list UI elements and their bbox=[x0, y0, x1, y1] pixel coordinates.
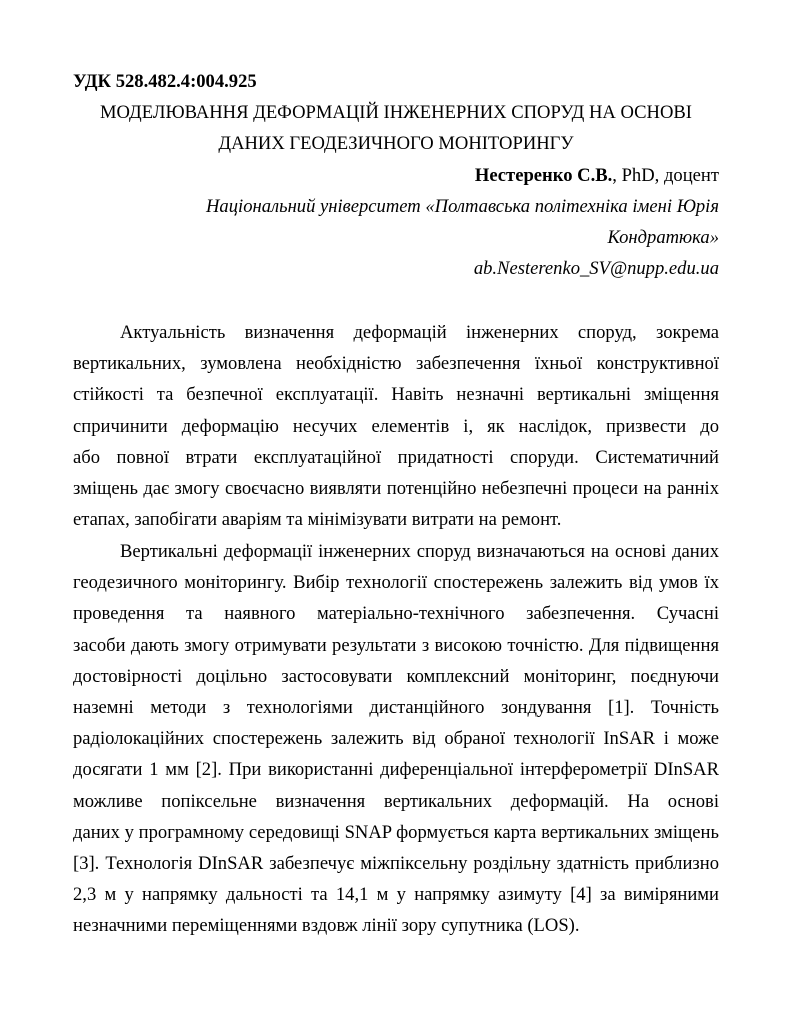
text-line: етапах, запобігати аваріям та мінімізувати витрати на ремонт. bbox=[73, 509, 562, 531]
text-line: наземні методи з технологіями дистанційного зондування [1]. Точність bbox=[73, 696, 719, 718]
text-line: даних у програмному середовищі SNAP формується карта вертикальних зміщень bbox=[73, 821, 719, 843]
author-email: ab.Nesterenko_SV@nupp.edu.ua bbox=[473, 258, 719, 280]
author-credentials: , PhD, доцент bbox=[612, 164, 719, 186]
text-line: вертикальних, зумовлена необхідністю забезпечення їхньої конструктивної bbox=[73, 353, 719, 375]
udc-code: УДК 528.482.4:004.925 bbox=[73, 71, 257, 92]
text-line: Актуальність визначення деформацій інженерних споруд, зокрема bbox=[120, 322, 719, 343]
text-line: [3]. Технологія DInSAR забезпечує міжпіксельну роздільну здатність приблизно bbox=[73, 852, 719, 874]
title-line-2: ДАНИХ ГЕОДЕЗИЧНОГО МОНІТОРИНГУ bbox=[218, 133, 574, 155]
text-line: досягати 1 мм [2]. При використанні диференціальної інтерферометрії DInSAR bbox=[73, 759, 719, 781]
author-name: Нестеренко С.В. bbox=[474, 164, 613, 186]
text-line: незначними переміщеннями вздовж лінії зору супутника (LOS). bbox=[73, 915, 580, 937]
text-line: достовірності доцільно застосовувати комплексний моніторинг, поєднуючи bbox=[73, 665, 719, 687]
text-line: засоби дають змогу отримувати результати з високою точністю. Для підвищення bbox=[73, 634, 719, 656]
text-line: геодезичного моніторингу. Вибір технології спостережень залежить від умов їх bbox=[73, 572, 719, 594]
text-line: 2,3 м у напрямку дальності та 14,1 м у напрямку азимуту [4] за виміряними bbox=[73, 884, 719, 906]
text-line: або повної втрати експлуатаційної придатності споруди. Систематичний bbox=[73, 446, 719, 468]
text-line: проведення та наявного матеріально-технічного забезпечення. Сучасні bbox=[73, 603, 719, 625]
affiliation-line-1: Національний університет «Полтавська політехніка імені Юрія bbox=[206, 195, 719, 217]
paragraph-2 bbox=[73, 536, 719, 941]
text-line: стійкості та безпечної експлуатації. Навіть незначні вертикальні зміщення bbox=[73, 384, 719, 406]
paragraph-1 bbox=[73, 317, 719, 535]
title-line-1: МОДЕЛЮВАННЯ ДЕФОРМАЦІЙ ІНЖЕНЕРНИХ СПОРУД НА ОСНОВІ bbox=[100, 102, 692, 124]
text-line: Вертикальні деформації інженерних споруд визначаються на основі даних bbox=[120, 541, 719, 562]
header bbox=[73, 66, 719, 284]
author-line bbox=[73, 160, 719, 191]
text-line: спричинити деформацію несучих елементів і, як наслідок, призвести до bbox=[73, 415, 719, 437]
text-line: зміщень дає змогу своєчасно виявляти потенційно небезпечні процеси на ранніх bbox=[73, 477, 719, 499]
text-line: радіолокаційних спостережень залежить від обраної технології InSAR і може bbox=[73, 728, 719, 750]
affiliation-line-2: Кондратюка» bbox=[607, 226, 719, 248]
text-line: можливе попіксельне визначення вертикальних деформацій. На основі bbox=[73, 790, 719, 812]
